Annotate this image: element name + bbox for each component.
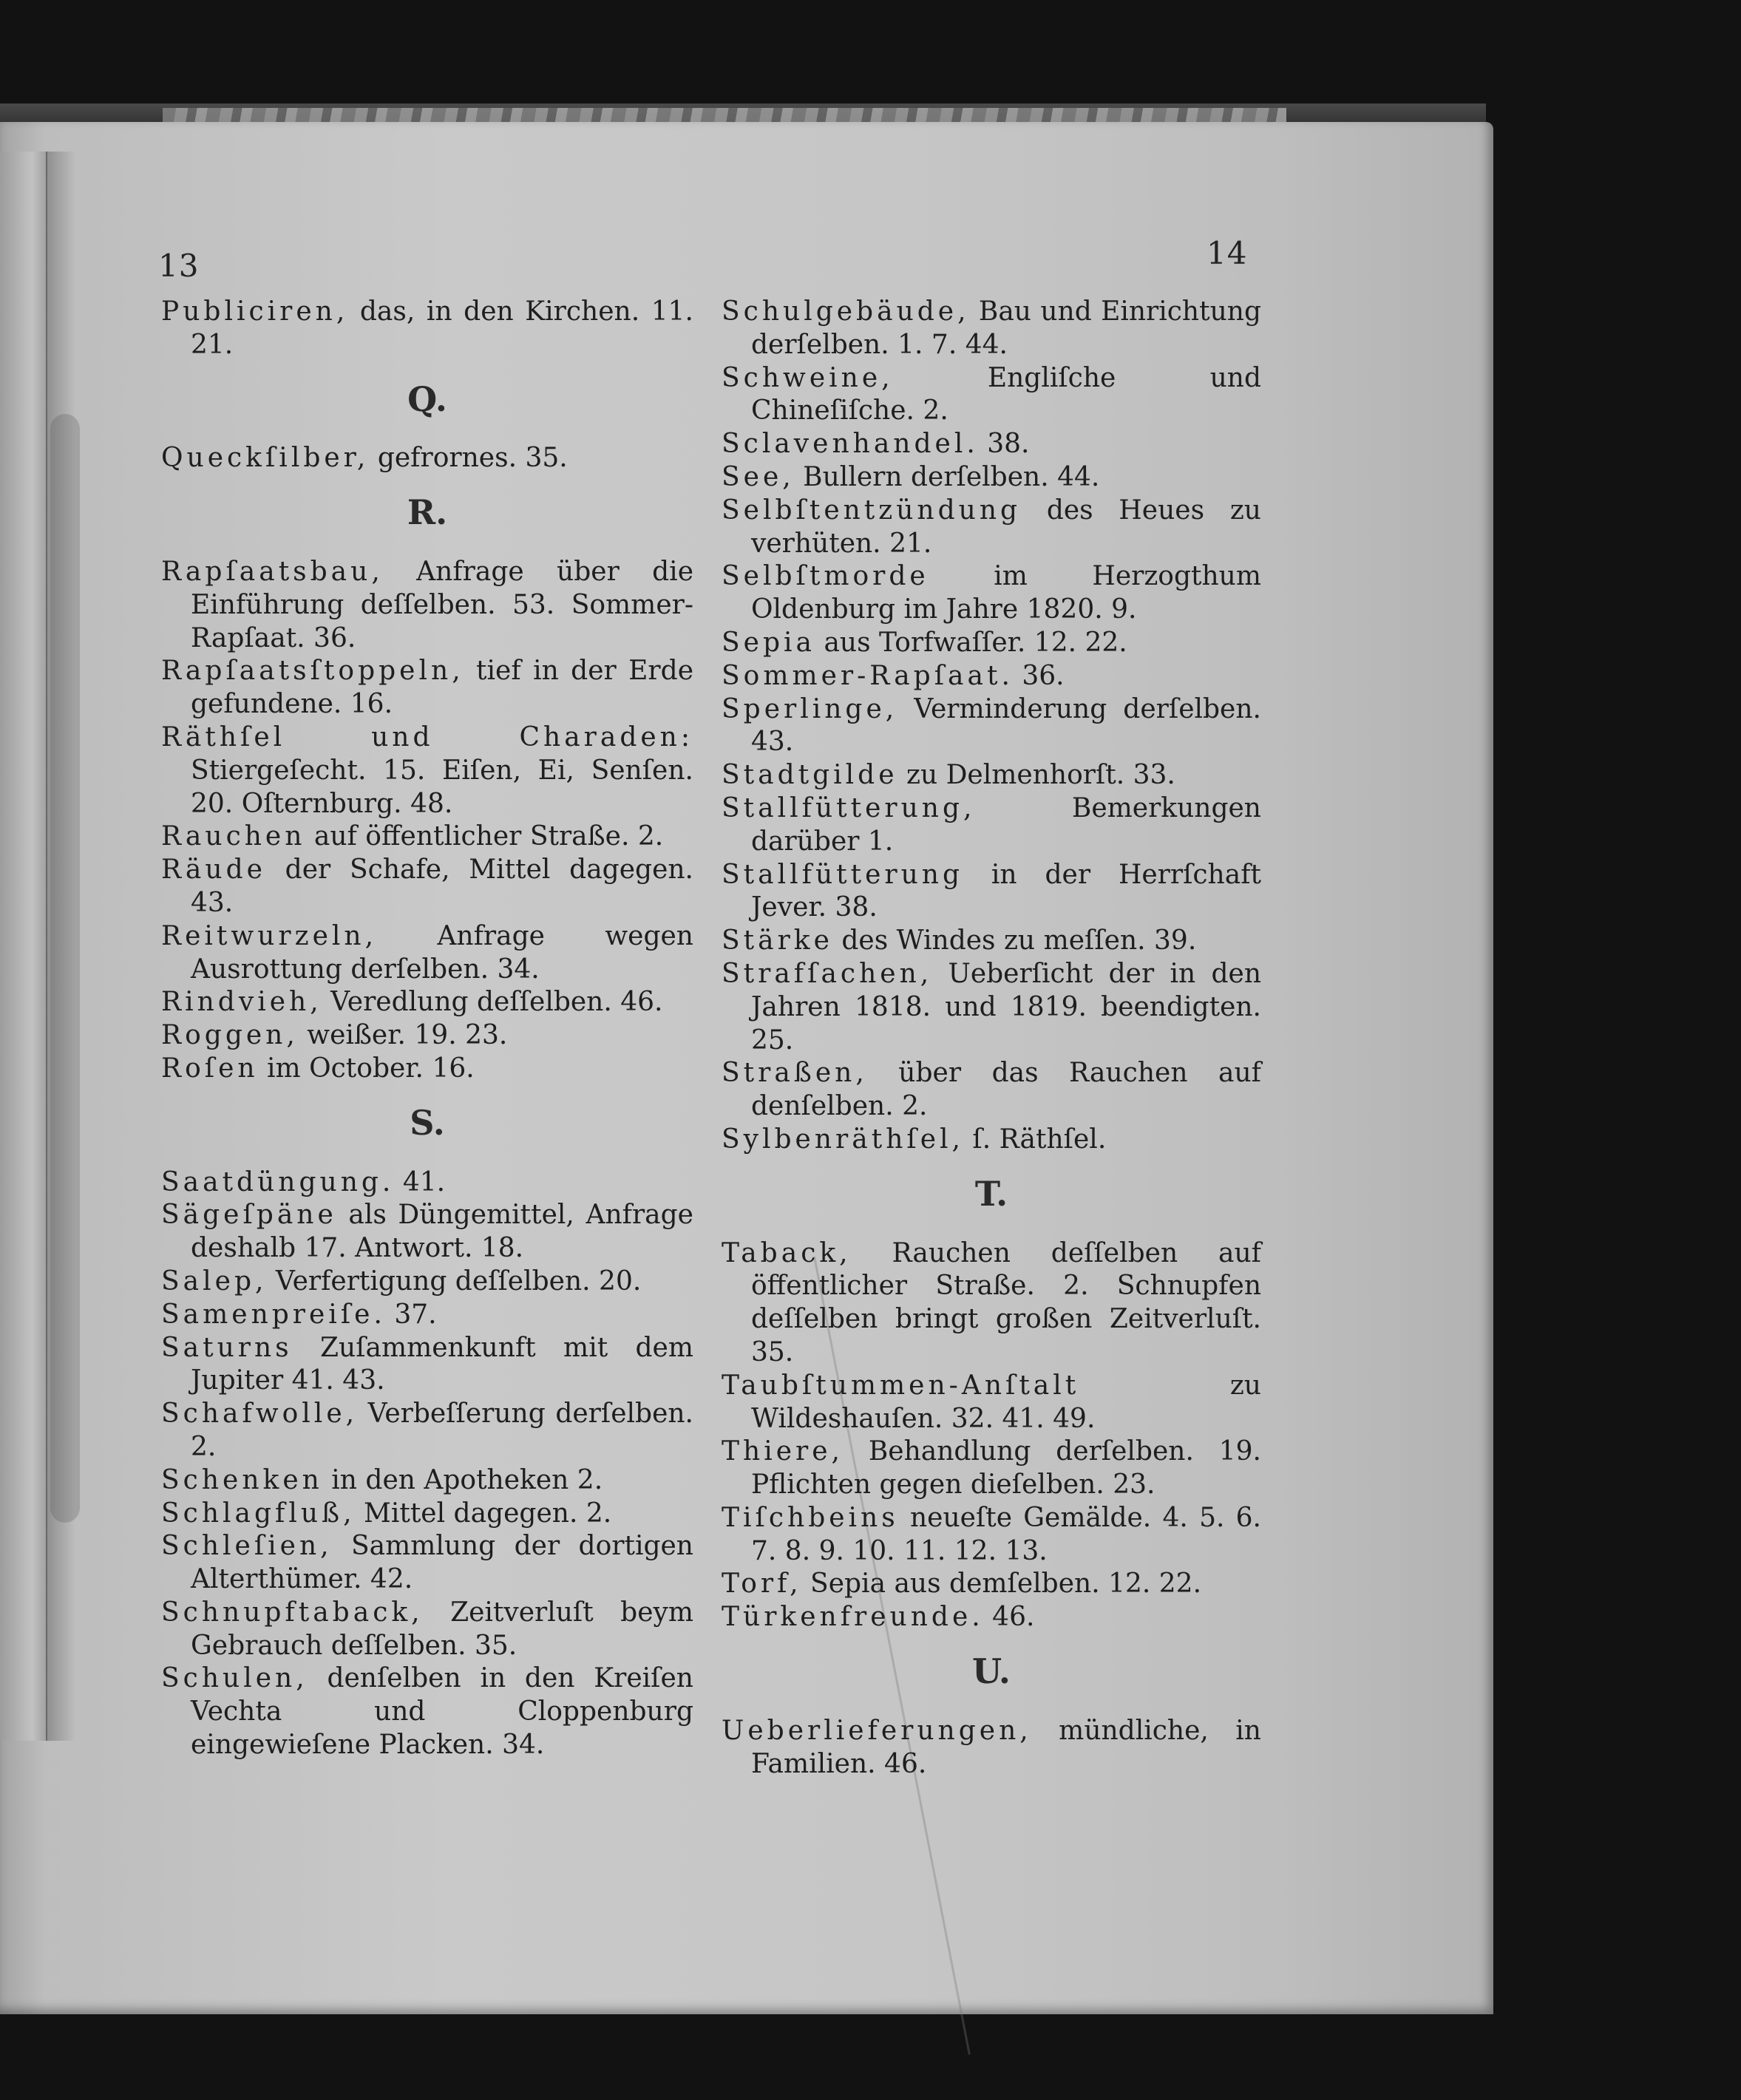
index-keyword: Türkenfreunde. (722, 1602, 984, 1633)
index-keyword: Reitwurzeln, (161, 920, 378, 951)
index-keyword: Selbſtmorde (722, 561, 929, 592)
index-reference: tief in der Erde gefundene. 16. (191, 656, 693, 720)
index-reference: Anfrage über die Einführung deſſelben. 53. Sommer-Rapſaat. 36. (191, 556, 693, 653)
index-reference: als Düngemittel, Anfrage deshalb 17. Antwort. 18. (191, 1200, 693, 1264)
index-entry (722, 461, 1261, 495)
index-reference: 38. (978, 429, 1030, 460)
index-entry (161, 1597, 693, 1663)
index-keyword: Stallfütterung (722, 859, 963, 890)
index-entry (161, 1299, 693, 1332)
index-keyword: Publiciren, (161, 296, 349, 327)
index-entry (722, 1237, 1261, 1370)
index-reference: 37. (385, 1299, 437, 1330)
index-reference: auf öffentlicher Straße. 2. (305, 821, 664, 852)
index-entry (722, 958, 1261, 1057)
page-number-left: 13 (158, 248, 200, 284)
index-reference: zu Delmenhorſt. 33. (897, 760, 1175, 791)
index-entry (722, 428, 1261, 461)
index-keyword: Rauchen (161, 821, 306, 852)
index-reference: Engliſche und Chineſiſche. 2. (751, 362, 1261, 427)
index-entry (722, 693, 1261, 760)
index-entry (722, 859, 1261, 925)
index-entry (161, 556, 693, 655)
left-page-edge (0, 152, 47, 1741)
index-entry (722, 296, 1261, 362)
section-letter-heading: U. (972, 1651, 1011, 1692)
index-reference: mündliche, in Familien. 46. (751, 1715, 1261, 1779)
paper-stain (50, 414, 80, 1523)
index-reference: Bullern derſelben. 44. (794, 461, 1100, 492)
index-keyword: Saturns (161, 1332, 293, 1363)
index-reference: aus Torfwaſſer. 12. 22. (815, 627, 1127, 658)
index-column-right (722, 296, 1261, 1781)
index-keyword: Salep, (161, 1265, 268, 1297)
index-reference: Ueberſicht der in den Jahren 1818. und 1819. beendigten. 25. (751, 958, 1261, 1056)
index-reference: weißer. 19. 23. (298, 1020, 508, 1051)
index-entry (722, 1370, 1261, 1436)
index-keyword: Schlagfluß, (161, 1498, 356, 1529)
index-entry (161, 820, 693, 854)
index-reference: Anfrage wegen Ausrottung derſelben. 34. (191, 920, 693, 985)
index-entry (722, 1502, 1261, 1569)
index-reference: Bemerkungen darüber 1. (751, 792, 1261, 857)
section-letter-heading: T. (974, 1173, 1008, 1214)
index-entry (161, 1498, 693, 1531)
index-entry (722, 1124, 1261, 1157)
index-column-left (161, 296, 693, 1762)
index-keyword: Strafſachen, (722, 958, 933, 989)
index-reference: Mittel dagegen. 2. (355, 1498, 612, 1529)
index-entry (722, 560, 1261, 627)
index-reference: Sepia aus demſelben. 12. 22. (801, 1569, 1202, 1600)
index-keyword: Roggen, (161, 1020, 299, 1051)
index-keyword: Roſen (161, 1053, 259, 1084)
index-entry (161, 1019, 693, 1053)
index-keyword: Schnupftaback, (161, 1597, 424, 1628)
index-keyword: Sommer-Rapſaat. (722, 660, 1014, 691)
index-reference: der Schafe, Mittel dagegen. 43. (191, 854, 693, 918)
index-reference: Veredlung deſſelben. 46. (322, 987, 663, 1018)
index-keyword: Räthſel und Charaden: (161, 721, 693, 752)
index-reference: gefrornes. 35. (369, 443, 568, 474)
page-number-right: 14 (1207, 235, 1248, 271)
index-keyword: Selbſtentzündung (722, 495, 1022, 526)
index-reference: im October. 16. (258, 1053, 475, 1084)
index-keyword: Sepia (722, 627, 815, 658)
index-entry (161, 1662, 693, 1761)
index-keyword: Schweine, (722, 362, 894, 393)
index-entry (161, 1530, 693, 1597)
index-entry (722, 759, 1261, 792)
index-reference: Stiergeſecht. 15. Eiſen, Ei, Senſen. 20. Oſternburg. 48. (191, 755, 693, 819)
index-reference: 46. (983, 1602, 1035, 1633)
index-entry (722, 1715, 1261, 1781)
index-reference: in den Apotheken 2. (322, 1464, 603, 1495)
index-entry (161, 1332, 693, 1399)
index-keyword: Taback, (722, 1237, 852, 1268)
index-keyword: Sperlinge, (722, 693, 898, 724)
section-letter-heading: Q. (407, 378, 447, 419)
index-reference: 41. (394, 1166, 446, 1197)
index-reference: in der Herrſchaft Jever. 38. (751, 859, 1261, 923)
index-entry (161, 655, 693, 721)
index-keyword: Schleſien, (161, 1531, 333, 1562)
index-keyword: Samenpreiſe. (161, 1299, 386, 1330)
index-entry (161, 1398, 693, 1464)
index-keyword: Schenken (161, 1464, 323, 1495)
index-entry (161, 920, 693, 987)
index-reference: 36. (1013, 660, 1065, 691)
index-keyword: Stadtgilde (722, 760, 898, 791)
index-reference: des Windes zu meſſen. 39. (832, 925, 1197, 956)
index-entry (722, 792, 1261, 859)
index-reference: Zuſammenkunft mit dem Jupiter 41. 43. (191, 1332, 693, 1396)
index-entry (161, 442, 693, 475)
index-keyword: Saatdüngung. (161, 1166, 395, 1197)
index-entry (161, 1464, 693, 1498)
index-keyword: See, (722, 461, 795, 492)
index-keyword: Schafwolle, (161, 1399, 359, 1430)
index-entry (161, 854, 693, 920)
index-reference: zu Wildeshauſen. 32. 41. 49. (751, 1370, 1261, 1434)
index-reference: Bau und Einrichtung derſelben. 1. 7. 44. (751, 296, 1261, 360)
index-entry (161, 1199, 693, 1265)
index-keyword: Sylbenräthſel, (722, 1124, 964, 1155)
index-entry (722, 495, 1261, 561)
index-keyword: Tiſchbeins (722, 1502, 899, 1533)
index-entry (722, 1057, 1261, 1124)
index-keyword: Sägeſpäne (161, 1200, 337, 1231)
index-keyword: Stallfütterung, (722, 792, 976, 823)
index-keyword: Taubſtummen-Anſtalt (722, 1370, 1080, 1401)
index-entry (722, 362, 1261, 429)
index-reference: Rauchen deſſelben auf öffentlicher Straße. 2. Schnupfen deſſelben bringt großen Zeitverluſt. 35. (751, 1237, 1261, 1367)
index-entry (161, 721, 693, 820)
index-keyword: Straßen, (722, 1058, 868, 1089)
index-keyword: Schulgebäude, (722, 296, 970, 327)
index-entry (161, 1053, 693, 1086)
section-letter-heading: R. (407, 492, 448, 533)
index-reference: Verfertigung deſſelben. 20. (267, 1265, 642, 1297)
index-keyword: Rapſaatsbau, (161, 556, 384, 587)
section-letter-heading: S. (410, 1102, 445, 1143)
index-reference: Verminderung derſelben. 43. (751, 693, 1261, 758)
index-reference: Sammlung der dortigen Alterthümer. 42. (191, 1531, 693, 1595)
index-entry (722, 1601, 1261, 1634)
index-keyword: Rindvieh, (161, 987, 322, 1018)
index-entry (722, 1435, 1261, 1502)
index-entry (161, 986, 693, 1019)
index-entry (722, 660, 1261, 693)
index-reference: im Herzogthum Oldenburg im Jahre 1820. 9. (751, 561, 1261, 625)
index-entry (722, 1568, 1261, 1601)
index-reference: Zeitverluſt beym Gebrauch deſſelben. 35. (191, 1597, 693, 1661)
index-keyword: Stärke (722, 925, 833, 956)
index-entry (161, 296, 693, 362)
index-reference: neueſte Gemälde. 4. 5. 6. 7. 8. 9. 10. 11. 12. 13. (751, 1502, 1261, 1566)
index-keyword: Torf, (722, 1569, 802, 1600)
index-reference: Behandlung derſelben. 19. Pflichten gegen dieſelben. 23. (751, 1436, 1261, 1501)
index-entry (722, 627, 1261, 660)
index-reference: des Heues zu verhüten. 21. (751, 495, 1261, 559)
index-keyword: Thiere, (722, 1436, 844, 1467)
index-reference: Verbeſſerung derſelben. 2. (191, 1399, 693, 1462)
index-reference: das, in den Kirchen. 11. 21. (191, 296, 693, 360)
index-entry (161, 1265, 693, 1299)
index-keyword: Sclavenhandel. (722, 429, 979, 460)
index-keyword: Räude (161, 854, 266, 886)
index-keyword: Queckſilber, (161, 443, 370, 474)
index-reference: denſelben in den Kreiſen Vechta und Cloppenburg eingewieſene Placken. 34. (191, 1663, 693, 1761)
index-entry (722, 925, 1261, 958)
index-keyword: Rapſaatsſtoppeln, (161, 656, 464, 687)
index-keyword: Schulen, (161, 1663, 308, 1694)
index-reference: über das Rauchen auf denſelben. 2. (751, 1058, 1261, 1122)
index-reference: ſ. Räthſel. (963, 1124, 1107, 1155)
index-keyword: Ueberlieferungen, (722, 1715, 1032, 1746)
index-entry (161, 1166, 693, 1200)
